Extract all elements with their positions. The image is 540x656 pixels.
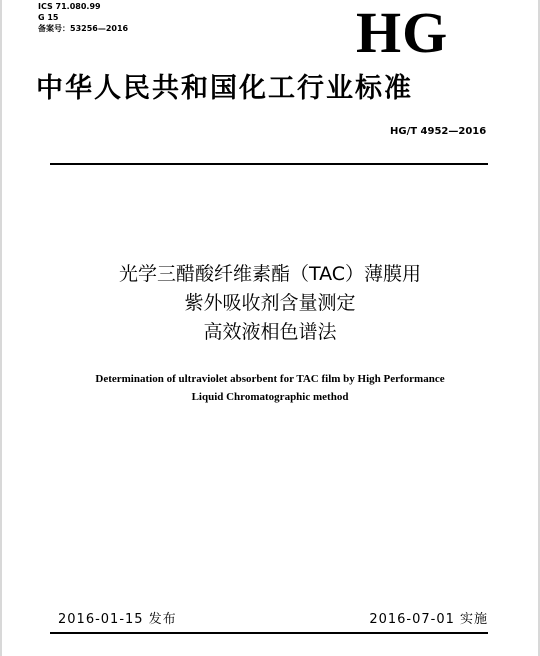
title-en-line-2: Liquid Chromatographic method (191, 391, 349, 403)
filing-number: 备案号：53256—2016 (38, 24, 129, 33)
implementation-date: 2016-07-01 实施 (369, 612, 488, 627)
issuing-organization: 中华人民共和国化工行业标准 (36, 73, 413, 104)
hg-logo: HG (356, 0, 449, 65)
classification-code: G 15 (38, 13, 59, 22)
title-zh-line-3: 高效液相色谱法 (203, 321, 337, 343)
issue-date: 2016-01-15 发布 (58, 612, 177, 627)
standard-code: HG/T 4952—2016 (390, 126, 487, 137)
title-zh-line-2: 紫外吸收剂含量测定 (184, 292, 356, 314)
title-zh-line-1: 光学三醋酸纤维素酯（TAC）薄膜用 (118, 263, 422, 285)
title-en-line-1: Determination of ultraviolet absorbent for TAC film by High Performance (95, 373, 445, 385)
header-divider (50, 163, 488, 165)
ics-number: ICS 71.080.99 (38, 2, 101, 11)
footer-divider (50, 632, 488, 634)
